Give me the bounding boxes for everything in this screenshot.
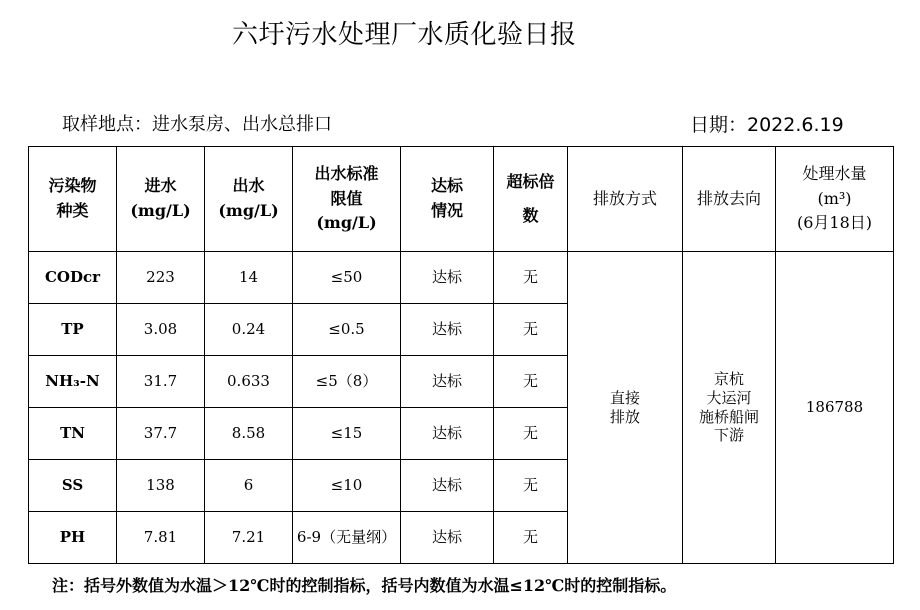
sampling-location: 取样地点：进水泵房、出水总排口 <box>62 114 332 135</box>
status-cell: 达标 <box>401 408 494 460</box>
limit-cell: ≤15 <box>293 408 401 460</box>
exceed-cell: 无 <box>494 408 568 460</box>
pollutant-cell: SS <box>29 460 117 512</box>
volume-value-cell: 186788 <box>776 252 894 564</box>
pollutant-cell: PH <box>29 512 117 564</box>
effluent-cell: 7.21 <box>205 512 293 564</box>
footnote: 注：括号外数值为水温＞12℃时的控制指标，括号内数值为水温≤12℃时的控制指标。 <box>52 576 677 595</box>
limit-cell: ≤10 <box>293 460 401 512</box>
effluent-cell: 0.24 <box>205 304 293 356</box>
exceed-cell: 无 <box>494 460 568 512</box>
influent-cell: 7.81 <box>117 512 205 564</box>
header-discharge-dest: 排放去向 <box>683 147 776 252</box>
report-title: 六圩污水处理厂水质化验日报 <box>232 20 577 50</box>
influent-cell: 31.7 <box>117 356 205 408</box>
status-cell: 达标 <box>401 252 494 304</box>
limit-cell: 6-9（无量纲） <box>293 512 401 564</box>
pollutant-cell: TN <box>29 408 117 460</box>
pollutant-cell: CODcr <box>29 252 117 304</box>
status-cell: 达标 <box>401 304 494 356</box>
limit-cell: ≤0.5 <box>293 304 401 356</box>
discharge-dest-cell: 京杭 大运河 施桥船闸 下游 <box>683 252 776 564</box>
status-cell: 达标 <box>401 512 494 564</box>
header-exceed: 超标倍 数 <box>494 147 568 252</box>
exceed-cell: 无 <box>494 304 568 356</box>
status-cell: 达标 <box>401 356 494 408</box>
header-status: 达标 情况 <box>401 147 494 252</box>
header-effluent: 出水 (mg/L) <box>205 147 293 252</box>
header-discharge-method: 排放方式 <box>568 147 683 252</box>
header-influent: 进水 (mg/L) <box>117 147 205 252</box>
effluent-cell: 14 <box>205 252 293 304</box>
exceed-cell: 无 <box>494 252 568 304</box>
influent-cell: 223 <box>117 252 205 304</box>
influent-cell: 3.08 <box>117 304 205 356</box>
pollutant-cell: NH₃-N <box>29 356 117 408</box>
water-quality-table <box>28 146 894 564</box>
header-row <box>29 147 894 252</box>
influent-cell: 138 <box>117 460 205 512</box>
status-cell: 达标 <box>401 460 494 512</box>
report-date: 日期：2022.6.19 <box>690 114 844 136</box>
limit-cell: ≤50 <box>293 252 401 304</box>
table-row <box>29 252 894 304</box>
influent-cell: 37.7 <box>117 408 205 460</box>
exceed-cell: 无 <box>494 512 568 564</box>
effluent-cell: 6 <box>205 460 293 512</box>
header-volume: 处理水量 (m³) (6月18日) <box>776 147 894 252</box>
pollutant-cell: TP <box>29 304 117 356</box>
discharge-method-cell: 直接 排放 <box>568 252 683 564</box>
exceed-cell: 无 <box>494 356 568 408</box>
header-pollutant: 污染物 种类 <box>29 147 117 252</box>
header-limit: 出水标准 限值 (mg/L) <box>293 147 401 252</box>
effluent-cell: 0.633 <box>205 356 293 408</box>
limit-cell: ≤5（8） <box>293 356 401 408</box>
effluent-cell: 8.58 <box>205 408 293 460</box>
